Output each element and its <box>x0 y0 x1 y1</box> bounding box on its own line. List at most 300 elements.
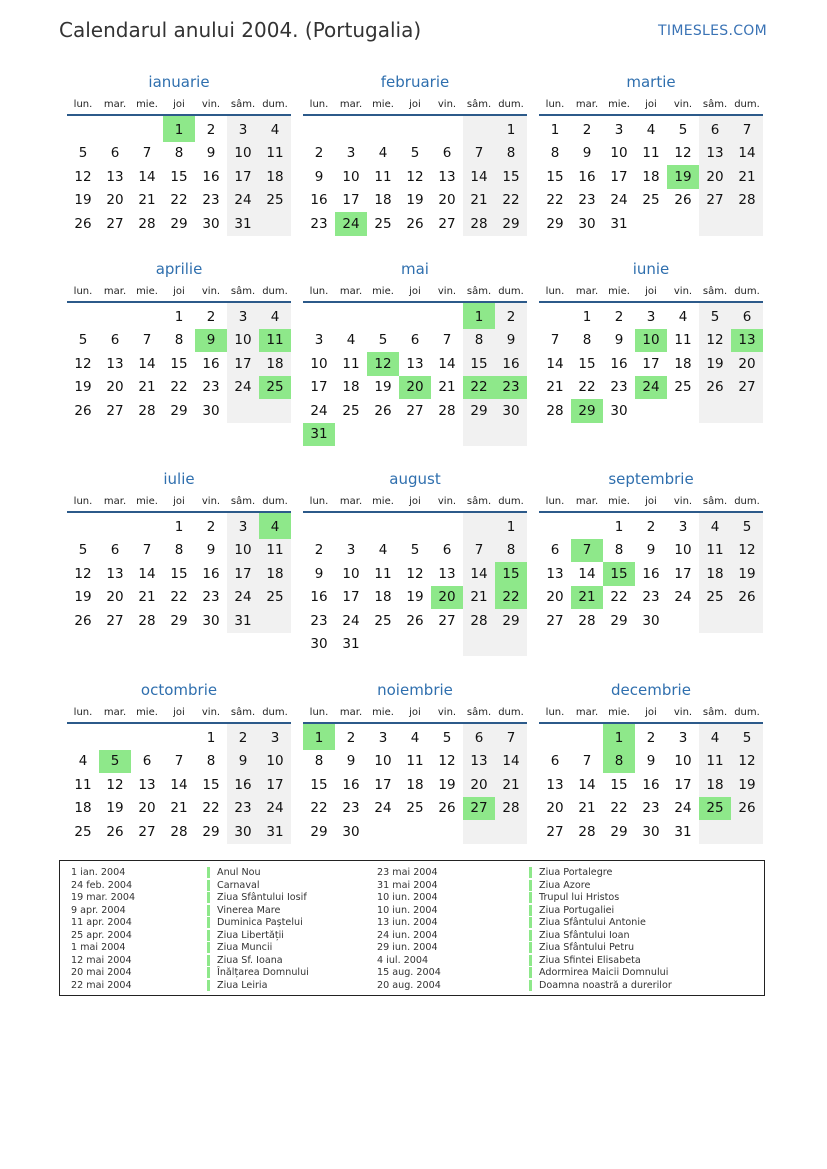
day-cell: 26 <box>106 823 124 840</box>
day-cell: 8 <box>550 145 560 162</box>
day-cell: 12 <box>74 565 92 582</box>
empty-cell <box>463 512 495 539</box>
day-cell: 26 <box>374 402 392 419</box>
weekday-header: dum. <box>259 702 291 723</box>
day-cell: 21 <box>546 379 564 396</box>
legend-holiday-name: Vinerea Mare <box>207 905 280 916</box>
empty-cell <box>259 609 291 633</box>
day-cell: 10 <box>610 145 628 162</box>
empty-cell <box>539 302 571 329</box>
month-title: februarie <box>380 73 450 91</box>
day-cell: 4 <box>646 121 656 138</box>
weekday-header: dum. <box>731 702 763 723</box>
legend-holiday-name: Ziua Sfântului Petru <box>529 942 634 953</box>
empty-cell <box>431 115 463 142</box>
day-cell: 26 <box>731 797 763 821</box>
day-cell: 25 <box>374 215 392 232</box>
empty-cell <box>495 633 527 657</box>
day-cell: 27 <box>106 215 124 232</box>
holiday-day-cell: 24 <box>635 376 667 400</box>
day-cell: 22 <box>170 589 188 606</box>
day-cell: 16 <box>310 192 328 209</box>
day-cell: 27 <box>546 823 564 840</box>
day-cell: 31 <box>259 820 291 844</box>
day-cell: 23 <box>342 800 360 817</box>
day-cell: 20 <box>138 800 156 817</box>
day-cell: 13 <box>406 355 424 372</box>
weekday-header: joi <box>163 491 195 512</box>
month-octombrie <box>67 680 291 844</box>
month-table <box>303 94 527 236</box>
weekday-header: sâm. <box>699 702 731 723</box>
holiday-day-cell: 8 <box>603 750 635 774</box>
day-cell: 12 <box>731 539 763 563</box>
empty-cell <box>667 399 699 423</box>
legend-holiday-name: Ziua Sfântului Antonie <box>529 917 646 928</box>
day-cell: 4 <box>410 729 420 746</box>
page-title: Calendarul anului 2004. (Portugalia) <box>59 18 422 42</box>
month-title: ianuarie <box>148 73 210 91</box>
weekday-header: joi <box>399 702 431 723</box>
holiday-day-cell: 31 <box>303 423 335 447</box>
empty-cell <box>367 512 399 539</box>
day-cell: 23 <box>310 215 328 232</box>
day-cell: 12 <box>106 776 124 793</box>
day-cell: 24 <box>227 189 259 213</box>
weekday-header: vin. <box>195 94 227 115</box>
day-cell: 1 <box>206 729 216 746</box>
legend-date: 15 aug. 2004 <box>377 967 441 979</box>
day-cell: 14 <box>138 355 156 372</box>
weekday-header: mar. <box>571 281 603 302</box>
day-cell: 7 <box>582 753 592 770</box>
day-cell: 20 <box>546 800 564 817</box>
holiday-day-cell: 25 <box>699 797 731 821</box>
day-cell: 24 <box>610 192 628 209</box>
holiday-day-cell: 27 <box>463 797 495 821</box>
day-cell: 17 <box>227 562 259 586</box>
day-cell: 20 <box>106 192 124 209</box>
day-cell: 6 <box>731 302 763 329</box>
day-cell: 30 <box>227 820 259 844</box>
empty-cell <box>463 423 495 447</box>
day-cell: 8 <box>495 539 527 563</box>
day-cell: 3 <box>259 723 291 750</box>
holiday-day-cell: 23 <box>495 376 527 400</box>
weekday-header: mar. <box>335 94 367 115</box>
empty-cell <box>463 633 495 657</box>
day-cell: 3 <box>227 115 259 142</box>
month-title: noiembrie <box>377 681 453 699</box>
month-title: septembrie <box>608 470 694 488</box>
weekday-header: mar. <box>571 491 603 512</box>
legend-names-left <box>207 867 309 992</box>
day-cell: 16 <box>227 773 259 797</box>
day-cell: 17 <box>674 565 692 582</box>
day-cell: 22 <box>170 379 188 396</box>
empty-cell <box>367 115 399 142</box>
day-cell: 22 <box>610 589 628 606</box>
day-cell: 27 <box>406 402 424 419</box>
day-cell: 12 <box>74 168 92 185</box>
day-cell: 29 <box>170 612 188 629</box>
day-cell: 19 <box>406 589 424 606</box>
day-cell: 24 <box>310 402 328 419</box>
empty-cell <box>303 302 335 329</box>
month-ianuarie <box>67 72 291 236</box>
day-cell: 17 <box>227 165 259 189</box>
empty-cell <box>495 820 527 844</box>
legend-date: 29 iun. 2004 <box>377 942 438 954</box>
day-cell: 7 <box>142 542 152 559</box>
day-cell: 16 <box>642 565 660 582</box>
empty-cell <box>699 212 731 236</box>
day-cell: 12 <box>731 750 763 774</box>
holiday-day-cell: 24 <box>335 212 367 236</box>
day-cell: 18 <box>74 800 92 817</box>
day-cell: 23 <box>202 379 220 396</box>
day-cell: 8 <box>206 753 216 770</box>
weekday-header: vin. <box>431 491 463 512</box>
day-cell: 3 <box>646 308 656 325</box>
weekday-header: lun. <box>539 491 571 512</box>
day-cell: 11 <box>642 145 660 162</box>
day-cell: 21 <box>170 800 188 817</box>
day-cell: 22 <box>310 800 328 817</box>
legend-date: 10 iun. 2004 <box>377 892 438 904</box>
day-cell: 14 <box>731 142 763 166</box>
day-cell: 9 <box>646 753 656 770</box>
day-cell: 10 <box>227 142 259 166</box>
weekday-header: sâm. <box>227 702 259 723</box>
day-cell: 13 <box>438 565 456 582</box>
day-cell: 19 <box>74 379 92 396</box>
day-cell: 18 <box>642 168 660 185</box>
legend-holiday-name: Ziua Muncii <box>207 942 272 953</box>
day-cell: 9 <box>346 753 356 770</box>
day-cell: 9 <box>206 542 216 559</box>
day-cell: 8 <box>174 332 184 349</box>
day-cell: 28 <box>138 612 156 629</box>
day-cell: 14 <box>546 355 564 372</box>
day-cell: 2 <box>646 729 656 746</box>
weekday-header: mar. <box>99 94 131 115</box>
empty-cell <box>699 609 731 633</box>
day-cell: 26 <box>406 215 424 232</box>
day-cell: 3 <box>227 512 259 539</box>
weekday-header: mie. <box>131 281 163 302</box>
day-cell: 28 <box>138 215 156 232</box>
day-cell: 7 <box>463 142 495 166</box>
empty-cell <box>259 399 291 423</box>
legend-holiday-name: Ziua Libertății <box>207 930 284 941</box>
weekday-header: lun. <box>303 702 335 723</box>
empty-cell <box>431 512 463 539</box>
empty-cell <box>463 115 495 142</box>
day-cell: 2 <box>227 723 259 750</box>
month-table <box>539 702 763 844</box>
day-cell: 17 <box>374 776 392 793</box>
day-cell: 17 <box>610 168 628 185</box>
weekday-header: dum. <box>731 94 763 115</box>
day-cell: 16 <box>202 355 220 372</box>
brand-link[interactable]: TIMESLES.COM <box>658 23 767 39</box>
day-cell: 17 <box>342 192 360 209</box>
day-cell: 10 <box>342 168 360 185</box>
day-cell: 26 <box>731 586 763 610</box>
day-cell: 5 <box>78 332 88 349</box>
day-cell: 31 <box>342 636 360 653</box>
empty-cell <box>67 115 99 142</box>
day-cell: 19 <box>74 192 92 209</box>
weekday-header: sâm. <box>463 94 495 115</box>
month-table <box>539 491 763 633</box>
day-cell: 3 <box>614 121 624 138</box>
weekday-header: vin. <box>195 702 227 723</box>
day-cell: 1 <box>614 518 624 535</box>
day-cell: 12 <box>438 753 456 770</box>
day-cell: 7 <box>442 332 452 349</box>
holiday-day-cell: 5 <box>99 750 131 774</box>
day-cell: 18 <box>674 355 692 372</box>
day-cell: 6 <box>410 332 420 349</box>
day-cell: 4 <box>378 145 388 162</box>
day-cell: 24 <box>259 797 291 821</box>
empty-cell <box>667 212 699 236</box>
empty-cell <box>731 820 763 844</box>
day-cell: 25 <box>674 379 692 396</box>
weekday-header: joi <box>399 491 431 512</box>
day-cell: 17 <box>674 776 692 793</box>
weekday-header: vin. <box>667 94 699 115</box>
day-cell: 1 <box>174 308 184 325</box>
day-cell: 13 <box>463 750 495 774</box>
day-cell: 10 <box>310 355 328 372</box>
weekday-header: dum. <box>495 702 527 723</box>
day-cell: 28 <box>463 609 495 633</box>
empty-cell <box>99 723 131 750</box>
day-cell: 19 <box>699 352 731 376</box>
empty-cell <box>259 212 291 236</box>
day-cell: 20 <box>731 352 763 376</box>
day-cell: 11 <box>406 753 424 770</box>
day-cell: 17 <box>642 355 660 372</box>
day-cell: 31 <box>227 609 259 633</box>
day-cell: 23 <box>202 192 220 209</box>
holiday-day-cell: 19 <box>667 165 699 189</box>
empty-cell <box>131 723 163 750</box>
day-cell: 24 <box>374 800 392 817</box>
day-cell: 29 <box>546 215 564 232</box>
weekday-header: dum. <box>731 281 763 302</box>
day-cell: 27 <box>138 823 156 840</box>
empty-cell <box>67 723 99 750</box>
day-cell: 21 <box>138 589 156 606</box>
weekday-header: vin. <box>431 702 463 723</box>
day-cell: 11 <box>374 565 392 582</box>
day-cell: 18 <box>342 379 360 396</box>
weekday-header: joi <box>635 94 667 115</box>
legend-date: 20 mai 2004 <box>71 967 132 979</box>
day-cell: 22 <box>546 192 564 209</box>
day-cell: 5 <box>731 512 763 539</box>
weekday-header: mie. <box>603 702 635 723</box>
day-cell: 15 <box>610 776 628 793</box>
day-cell: 6 <box>442 145 452 162</box>
day-cell: 13 <box>546 776 564 793</box>
legend-date: 24 iun. 2004 <box>377 929 438 941</box>
legend-holiday-name: Adormirea Maicii Domnului <box>529 967 668 978</box>
day-cell: 28 <box>495 797 527 821</box>
day-cell: 26 <box>674 192 692 209</box>
day-cell: 13 <box>438 168 456 185</box>
day-cell: 31 <box>674 823 692 840</box>
weekday-header: mar. <box>335 281 367 302</box>
day-cell: 30 <box>342 823 360 840</box>
holiday-day-cell: 22 <box>495 586 527 610</box>
legend-holiday-name: Înălțarea Domnului <box>207 967 309 978</box>
day-cell: 5 <box>442 729 452 746</box>
weekday-header: dum. <box>259 281 291 302</box>
weekday-header: mie. <box>603 281 635 302</box>
day-cell: 26 <box>74 402 92 419</box>
empty-cell <box>731 399 763 423</box>
day-cell: 24 <box>227 586 259 610</box>
day-cell: 7 <box>550 332 560 349</box>
day-cell: 26 <box>699 376 731 400</box>
holiday-day-cell: 1 <box>163 115 195 142</box>
weekday-header: lun. <box>67 281 99 302</box>
weekday-header: joi <box>163 281 195 302</box>
day-cell: 21 <box>731 165 763 189</box>
empty-cell <box>163 723 195 750</box>
day-cell: 29 <box>610 823 628 840</box>
day-cell: 25 <box>406 800 424 817</box>
day-cell: 1 <box>174 518 184 535</box>
legend-date: 9 apr. 2004 <box>71 904 126 916</box>
day-cell: 2 <box>614 308 624 325</box>
holiday-day-cell: 13 <box>731 329 763 353</box>
weekday-header: mie. <box>603 94 635 115</box>
day-cell: 2 <box>314 542 324 559</box>
day-cell: 14 <box>463 165 495 189</box>
weekday-header: mar. <box>571 94 603 115</box>
month-title: aprilie <box>155 260 203 278</box>
day-cell: 30 <box>578 215 596 232</box>
day-cell: 6 <box>142 753 152 770</box>
day-cell: 25 <box>374 612 392 629</box>
weekday-header: sâm. <box>463 491 495 512</box>
weekday-header: lun. <box>67 702 99 723</box>
month-table <box>303 281 527 446</box>
day-cell: 13 <box>106 168 124 185</box>
empty-cell <box>303 512 335 539</box>
day-cell: 7 <box>174 753 184 770</box>
empty-cell <box>131 115 163 142</box>
day-cell: 20 <box>106 379 124 396</box>
day-cell: 4 <box>259 115 291 142</box>
day-cell: 10 <box>674 753 692 770</box>
day-cell: 3 <box>346 145 356 162</box>
day-cell: 30 <box>310 636 328 653</box>
day-cell: 23 <box>578 192 596 209</box>
weekday-header: lun. <box>539 94 571 115</box>
month-table <box>67 491 291 633</box>
empty-cell <box>539 723 571 750</box>
day-cell: 16 <box>342 776 360 793</box>
month-noiembrie <box>303 680 527 844</box>
month-table <box>67 702 291 844</box>
day-cell: 19 <box>438 776 456 793</box>
day-cell: 28 <box>731 189 763 213</box>
day-cell: 9 <box>314 565 324 582</box>
day-cell: 6 <box>110 542 120 559</box>
month-table <box>303 702 527 844</box>
day-cell: 14 <box>438 355 456 372</box>
empty-cell <box>399 820 431 844</box>
day-cell: 8 <box>614 542 624 559</box>
day-cell: 28 <box>438 402 456 419</box>
day-cell: 20 <box>546 589 564 606</box>
empty-cell <box>67 302 99 329</box>
day-cell: 29 <box>310 823 328 840</box>
month-title: august <box>389 470 441 488</box>
weekday-header: vin. <box>195 491 227 512</box>
weekday-header: lun. <box>303 491 335 512</box>
weekday-header: sâm. <box>227 281 259 302</box>
legend-holiday-name: Duminica Paștelui <box>207 917 303 928</box>
empty-cell <box>431 423 463 447</box>
month-septembrie <box>539 469 763 633</box>
day-cell: 18 <box>259 352 291 376</box>
legend-date: 1 ian. 2004 <box>71 867 126 878</box>
legend-date: 11 apr. 2004 <box>71 917 132 929</box>
day-cell: 11 <box>674 332 692 349</box>
weekday-header: joi <box>635 491 667 512</box>
day-cell: 3 <box>346 542 356 559</box>
weekday-header: mie. <box>603 491 635 512</box>
day-cell: 23 <box>642 589 660 606</box>
legend-date: 31 mai 2004 <box>377 879 438 891</box>
day-cell: 14 <box>138 565 156 582</box>
holiday-day-cell: 22 <box>463 376 495 400</box>
day-cell: 17 <box>342 589 360 606</box>
day-cell: 7 <box>463 539 495 563</box>
day-cell: 4 <box>346 332 356 349</box>
day-cell: 20 <box>699 165 731 189</box>
day-cell: 15 <box>495 165 527 189</box>
day-cell: 8 <box>582 332 592 349</box>
day-cell: 6 <box>110 145 120 162</box>
day-cell: 18 <box>259 562 291 586</box>
weekday-header: vin. <box>667 702 699 723</box>
day-cell: 5 <box>410 542 420 559</box>
weekday-header: joi <box>399 94 431 115</box>
day-cell: 11 <box>342 355 360 372</box>
day-cell: 19 <box>374 379 392 396</box>
weekday-header: mie. <box>131 94 163 115</box>
weekday-header: dum. <box>259 94 291 115</box>
empty-cell <box>635 212 667 236</box>
day-cell: 2 <box>346 729 356 746</box>
day-cell: 14 <box>463 562 495 586</box>
day-cell: 2 <box>206 518 216 535</box>
empty-cell <box>367 423 399 447</box>
day-cell: 23 <box>610 379 628 396</box>
weekday-header: mie. <box>131 702 163 723</box>
empty-cell <box>431 633 463 657</box>
day-cell: 6 <box>463 723 495 750</box>
